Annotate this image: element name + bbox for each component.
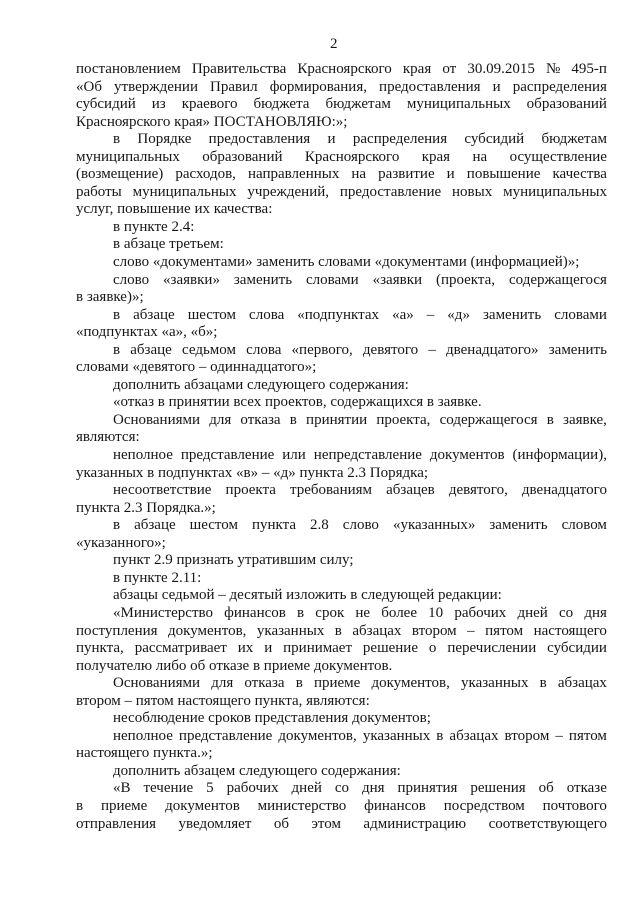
text-line	[76, 149, 607, 167]
paragraph	[76, 447, 607, 482]
text-line	[76, 570, 607, 588]
paragraph	[76, 219, 607, 237]
text-line-content: работы муниципальных учреждений, предоставление новых муниципальных	[76, 183, 607, 200]
text-line	[76, 201, 607, 219]
text-line-content: абзацы седьмой – десятый изложить в следующей редакции:	[113, 587, 502, 604]
text-line-content: словами «девятого – одиннадцатого»;	[76, 359, 317, 376]
text-line	[76, 184, 607, 202]
text-line	[76, 710, 607, 728]
text-line	[76, 816, 607, 834]
text-line	[76, 412, 607, 430]
text-line-content: услуг, повышение их качества:	[76, 201, 273, 218]
text-line	[76, 763, 607, 781]
text-line-content: в абзаце третьем:	[113, 236, 224, 253]
text-line-content: несоблюдение сроков представления документов;	[113, 710, 431, 727]
text-line	[76, 342, 607, 360]
text-line-content: пункта, рассматривает их и принимает решение о перечислении субсидии	[76, 640, 607, 657]
text-line-content: неполное представление или непредставление документов (информации),	[113, 447, 607, 464]
body-text	[76, 61, 607, 833]
text-line	[76, 675, 607, 693]
text-line-content: в пункте 2.11:	[113, 569, 202, 586]
paragraph	[76, 728, 607, 763]
paragraph	[76, 587, 607, 605]
text-line-content: в абзаце шестом слова «подпунктах «а» – «д» заменить словами	[113, 306, 607, 323]
page-number: 2	[330, 36, 338, 52]
text-line-content: в пункте 2.4:	[113, 218, 195, 235]
paragraph	[76, 377, 607, 395]
text-line	[76, 693, 607, 711]
paragraph	[76, 763, 607, 781]
text-line	[76, 131, 607, 149]
text-line-content: слово «заявки» заменить словами «заявки (проекта, содержащегося	[113, 271, 607, 288]
text-line	[76, 517, 607, 535]
text-line-content: дополнить абзацами следующего содержания:	[113, 376, 409, 393]
text-line-content: Основаниями для отказа в принятии проекта, содержащегося в заявке,	[113, 411, 607, 428]
text-line	[76, 745, 607, 763]
text-line-content: муниципальных образований Красноярского края на осуществление	[76, 148, 607, 165]
text-line-content: «отказ в принятии всех проектов, содержащихся в заявке.	[113, 394, 482, 411]
text-line	[76, 482, 607, 500]
paragraph	[76, 482, 607, 517]
paragraph	[76, 131, 607, 219]
paragraph	[76, 675, 607, 710]
text-line	[76, 272, 607, 290]
text-line	[76, 79, 607, 97]
text-line	[76, 500, 607, 518]
paragraph	[76, 272, 607, 307]
paragraph	[76, 412, 607, 447]
text-line-content: в абзаце шестом пункта 2.8 слово «указанных» заменить словом	[113, 517, 607, 534]
text-line	[76, 587, 607, 605]
text-line	[76, 324, 607, 342]
text-line-content: в Порядке предоставления и распределения субсидий бюджетам	[113, 131, 607, 148]
text-line	[76, 166, 607, 184]
text-line	[76, 465, 607, 483]
text-line	[76, 289, 607, 307]
text-line-content: «подпунктах «а», «б»;	[76, 324, 218, 341]
text-line	[76, 219, 607, 237]
text-line-content: несоответствие проекта требованиям абзацев девятого, двенадцатого	[113, 482, 607, 499]
text-line-content: пункт 2.9 признать утратившим силу;	[113, 552, 354, 569]
text-line	[76, 429, 607, 447]
text-line-content: постановлением Правительства Красноярского края от 30.09.2015 № 495-п	[76, 61, 607, 77]
paragraph	[76, 394, 607, 412]
text-line-content: «Об утверждении Правил формирования, предоставления и распределения	[76, 78, 607, 95]
text-line	[76, 640, 607, 658]
text-line	[76, 552, 607, 570]
text-line	[76, 780, 607, 798]
text-line	[76, 254, 607, 272]
text-line	[76, 394, 607, 412]
text-line	[76, 377, 607, 395]
text-line-content: дополнить абзацем следующего содержания:	[113, 762, 401, 779]
paragraph	[76, 710, 607, 728]
text-line	[76, 96, 607, 114]
text-line	[76, 535, 607, 553]
text-line	[76, 236, 607, 254]
paragraph	[76, 307, 607, 342]
paragraph	[76, 517, 607, 552]
text-line-content: Красноярского края» ПОСТАНОВЛЯЮ:»;	[76, 113, 348, 130]
text-line	[76, 798, 607, 816]
text-line	[76, 359, 607, 377]
text-line	[76, 307, 607, 325]
text-line	[76, 114, 607, 132]
text-line-content: «указанного»;	[76, 534, 166, 551]
text-line-content: неполное представление документов, указанных в абзацах втором – пятом	[113, 727, 607, 744]
text-line-content: субсидий из краевого бюджета бюджетам муниципальных образований	[76, 96, 607, 113]
paragraph	[76, 342, 607, 377]
text-line	[76, 728, 607, 746]
text-line-content: являются:	[76, 429, 140, 446]
text-line-content: отправления уведомляет об этом администрацию соответствующего	[76, 815, 607, 832]
text-line-content: Основаниями для отказа в приеме документов, указанных в абзацах	[113, 675, 607, 692]
paragraph	[76, 254, 607, 272]
text-line-content: «Министерство финансов в срок не более 10 рабочих дней со дня	[113, 604, 607, 621]
text-line-content: поступления документов, указанных в абзацах втором – пятом настоящего	[76, 622, 607, 639]
text-line-content: «В течение 5 рабочих дней со дня принятия решения об отказе	[113, 780, 607, 797]
text-line	[76, 658, 607, 676]
text-line-content: слово «документами» заменить словами «документами (информацией)»;	[113, 254, 580, 271]
paragraph	[76, 570, 607, 588]
text-line-content: настоящего пункта.»;	[76, 745, 213, 762]
paragraph	[76, 780, 607, 833]
text-line-content: в приеме документов министерство финансов посредством почтового	[76, 797, 607, 814]
text-line-content: в заявке)»;	[76, 289, 144, 306]
text-line-content: указанных в подпунктах «в» – «д» пункта 2.3 Порядка;	[76, 464, 429, 481]
paragraph	[76, 236, 607, 254]
paragraph	[76, 605, 607, 675]
text-line	[76, 605, 607, 623]
text-line-content: (возмещение) расходов, направленных на развитие и повышение качества	[76, 166, 607, 183]
text-line-content: пункта 2.3 Порядка.»;	[76, 499, 216, 516]
text-line-content: в абзаце седьмом слова «первого, девятого – двенадцатого» заменить	[113, 341, 607, 358]
paragraph	[76, 552, 607, 570]
text-line	[76, 61, 607, 79]
text-line-content: втором – пятом настоящего пункта, являются:	[76, 692, 370, 709]
paragraph	[76, 61, 607, 131]
text-line-content: получателю либо об отказе в приеме документов.	[76, 657, 393, 674]
text-line	[76, 623, 607, 641]
text-line	[76, 447, 607, 465]
